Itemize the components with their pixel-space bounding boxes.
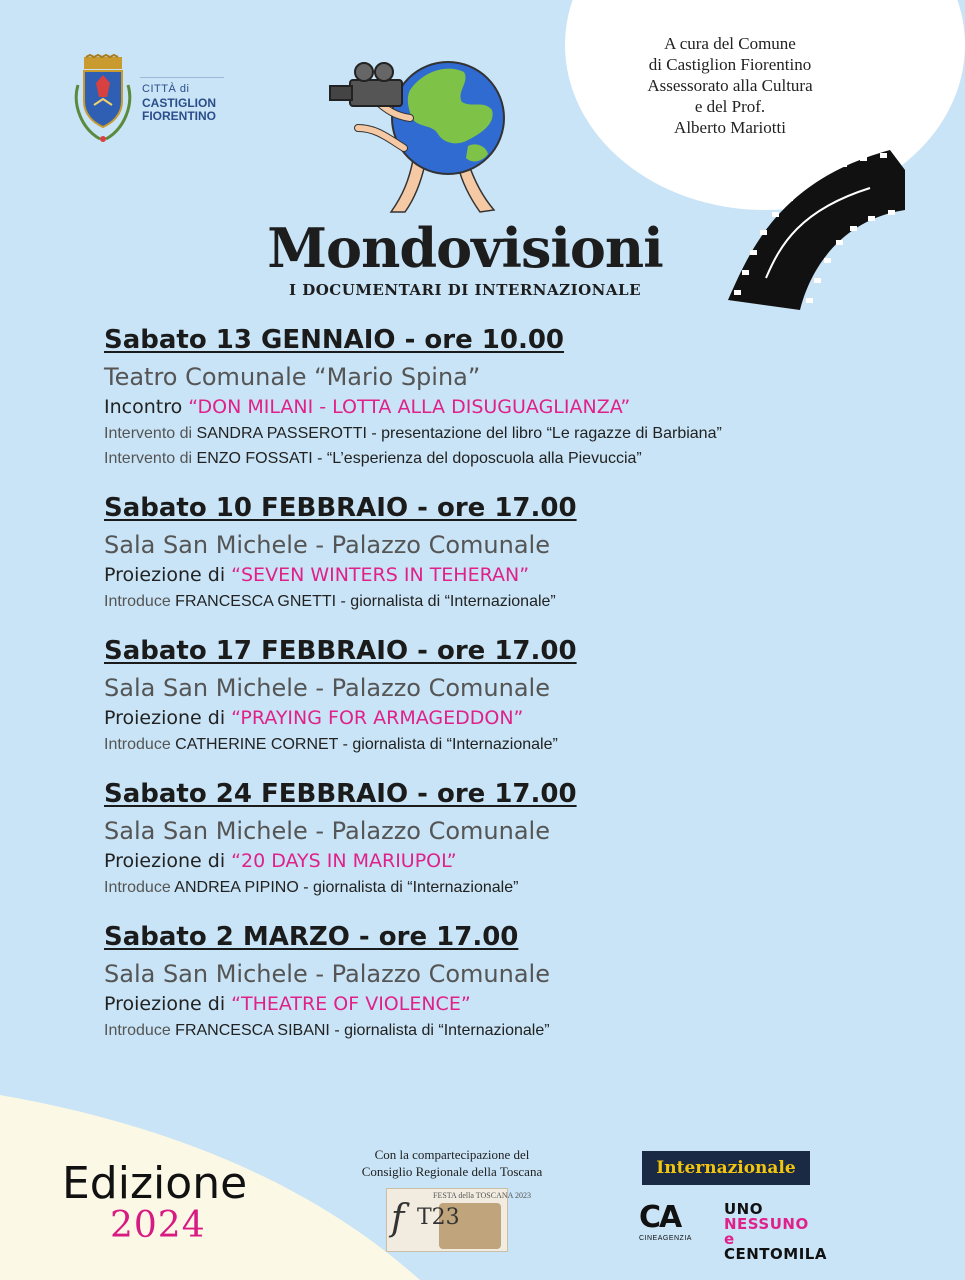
event-date: Sabato 24 FEBBRAIO - ore 17.00 bbox=[104, 779, 577, 809]
detail-prefix: Introduce bbox=[104, 736, 171, 753]
event-title: “THEATRE OF VIOLENCE” bbox=[231, 993, 471, 1015]
event-program bbox=[104, 394, 884, 421]
curator-credits bbox=[610, 33, 850, 138]
event-type: Proiezione di bbox=[104, 707, 226, 729]
event-title: “20 DAYS IN MARIUPOL” bbox=[231, 850, 457, 872]
detail-person: ENZO FOSSATI bbox=[196, 450, 313, 467]
curator-line: di Castiglion Fiorentino bbox=[648, 55, 812, 74]
event-type: Incontro bbox=[104, 396, 183, 418]
city-prefix: CITTÀ di bbox=[142, 83, 190, 95]
detail-person: SANDRA PASSEROTTI bbox=[196, 425, 367, 442]
event-type: Proiezione di bbox=[104, 993, 226, 1015]
event-date: Sabato 13 GENNAIO - ore 10.00 bbox=[104, 325, 565, 355]
ca-text: CINEAGENZIA bbox=[639, 1235, 692, 1242]
detail-role: - presentazione del libro “Le ragazze di Barbiana” bbox=[371, 425, 722, 442]
brand-subtitle: I DOCUMENTARI DI INTERNAZIONALE bbox=[288, 281, 641, 299]
detail-role: - giornalista di “Internazionale” bbox=[342, 736, 558, 753]
detail-prefix: Introduce bbox=[104, 879, 171, 896]
film-strip-icon bbox=[720, 140, 905, 310]
event-item bbox=[104, 776, 884, 900]
partnership-text bbox=[330, 1146, 574, 1180]
detail-role: - giornalista di “Internazionale” bbox=[340, 593, 556, 610]
detail-prefix: Introduce bbox=[104, 1022, 171, 1039]
festa-mark: T23 bbox=[417, 1205, 460, 1230]
event-date: Sabato 17 FEBBRAIO - ore 17.00 bbox=[104, 636, 577, 666]
edition-year: 2024 bbox=[110, 1205, 206, 1246]
globe-camera-icon bbox=[318, 50, 548, 220]
detail-prefix: Introduce bbox=[104, 593, 171, 610]
event-program bbox=[104, 562, 884, 589]
detail-person: ANDREA PIPINO bbox=[174, 879, 299, 896]
event-program bbox=[104, 848, 884, 875]
event-title: “SEVEN WINTERS IN TEHERAN” bbox=[231, 564, 530, 586]
detail-role: - giornalista di “Internazionale” bbox=[334, 1022, 550, 1039]
city-name-line1: CASTIGLION bbox=[142, 96, 216, 110]
detail-role: - “L’esperienza del doposcuola alla Pievuccia” bbox=[317, 450, 642, 467]
detail-person: CATHERINE CORNET bbox=[175, 736, 339, 753]
detail-prefix: Intervento di bbox=[104, 425, 193, 442]
event-date: Sabato 2 MARZO - ore 17.00 bbox=[104, 922, 519, 952]
event-detail bbox=[104, 732, 884, 757]
events-list bbox=[104, 322, 884, 1062]
event-detail bbox=[104, 875, 884, 900]
event-program bbox=[104, 705, 884, 732]
event-date: Sabato 10 FEBBRAIO - ore 17.00 bbox=[104, 493, 577, 523]
event-title: “PRAYING FOR ARMAGEDDON” bbox=[231, 707, 524, 729]
ca-mark: CA bbox=[639, 1200, 681, 1235]
curator-line: Alberto Mariotti bbox=[674, 118, 786, 137]
city-name bbox=[142, 97, 216, 123]
event-item bbox=[104, 322, 884, 471]
event-detail bbox=[104, 1018, 884, 1043]
festa-label: FESTA della TOSCANA 2023 bbox=[433, 1191, 531, 1200]
event-detail bbox=[104, 421, 884, 446]
curator-line: A cura del Comune bbox=[664, 34, 796, 53]
festa-f-mark: f bbox=[391, 1198, 405, 1239]
detail-person: FRANCESCA GNETTI bbox=[175, 593, 337, 610]
detail-prefix: Intervento di bbox=[104, 450, 193, 467]
curator-line: Assessorato alla Cultura bbox=[647, 76, 813, 95]
city-name-line2: FIORENTINO bbox=[142, 109, 216, 123]
curator-line: e del Prof. bbox=[694, 97, 766, 116]
partnership-line: Con la compartecipazione del bbox=[374, 1147, 530, 1162]
event-venue: Sala San Michele - Palazzo Comunale bbox=[104, 531, 550, 559]
internazionale-logo: Internazionale bbox=[642, 1151, 810, 1185]
municipality-logo bbox=[72, 55, 232, 145]
uno-line2: NESSUNO e bbox=[724, 1215, 809, 1248]
festa-toscana-logo bbox=[386, 1188, 531, 1252]
logo-divider bbox=[140, 77, 224, 78]
event-venue: Sala San Michele - Palazzo Comunale bbox=[104, 817, 550, 845]
crest-icon bbox=[72, 55, 134, 145]
event-venue: Sala San Michele - Palazzo Comunale bbox=[104, 960, 550, 988]
cineagenzia-logo bbox=[639, 1200, 695, 1247]
event-type: Proiezione di bbox=[104, 850, 226, 872]
event-venue: Sala San Michele - Palazzo Comunale bbox=[104, 674, 550, 702]
event-program bbox=[104, 991, 884, 1018]
event-title: “DON MILANI - LOTTA ALLA DISUGUAGLIANZA” bbox=[188, 396, 631, 418]
event-type: Proiezione di bbox=[104, 564, 226, 586]
event-venue: Teatro Comunale “Mario Spina” bbox=[104, 363, 481, 391]
uno-line1: UNO bbox=[724, 1200, 763, 1218]
event-detail bbox=[104, 589, 884, 614]
detail-person: FRANCESCA SIBANI bbox=[175, 1022, 330, 1039]
partnership-line: Consiglio Regionale della Toscana bbox=[361, 1164, 543, 1179]
event-item bbox=[104, 919, 884, 1043]
uno-line3: CENTOMILA bbox=[724, 1245, 827, 1263]
edition-label: Edizione bbox=[62, 1158, 248, 1209]
detail-role: - giornalista di “Internazionale” bbox=[303, 879, 519, 896]
uno-nessuno-centomila-logo bbox=[724, 1200, 827, 1263]
event-detail bbox=[104, 446, 884, 471]
brand-title: Mondovisioni bbox=[267, 216, 663, 280]
event-item bbox=[104, 490, 884, 614]
event-item bbox=[104, 633, 884, 757]
